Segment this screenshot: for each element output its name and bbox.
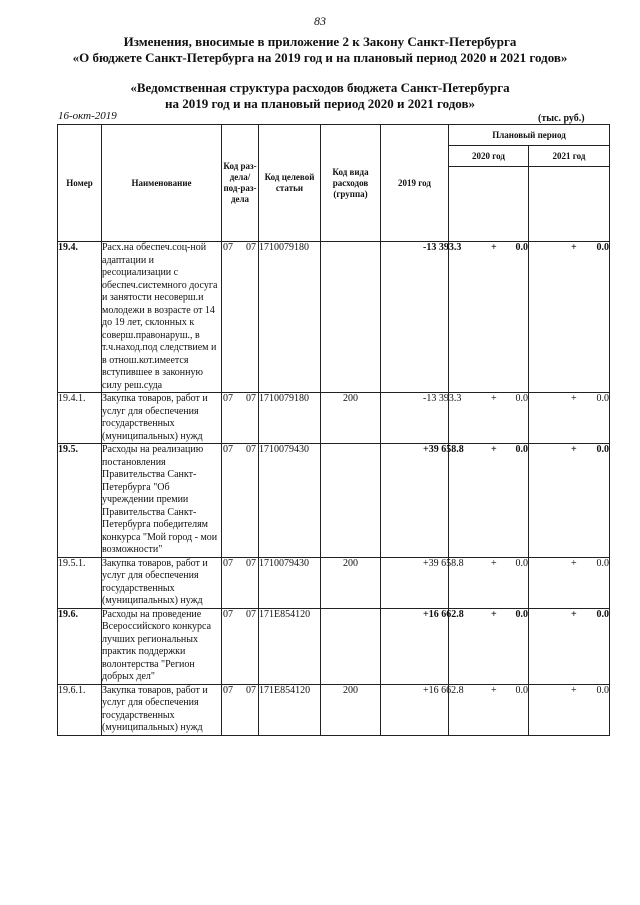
units-label: (тыс. руб.)	[538, 113, 585, 124]
sign-2021: +	[571, 608, 577, 620]
expense-type-code: 200	[343, 393, 358, 404]
value-2021: 0.0	[596, 242, 609, 253]
row-section	[222, 242, 259, 393]
header-plan-period: Плановый период	[449, 125, 610, 146]
table-row	[58, 608, 610, 684]
row-2021	[529, 557, 610, 608]
sign-2020: +	[491, 608, 497, 620]
row-name-text: Закупка товаров, работ и услуг для обеспечения государственных (муниципальных) нужд	[102, 684, 208, 733]
row-expense-type	[321, 557, 381, 608]
expense-type-code: 200	[343, 684, 358, 696]
sign-2019: +	[423, 684, 429, 696]
value-2020: 0.0	[515, 684, 528, 696]
row-section	[222, 608, 259, 684]
row-name	[102, 557, 222, 608]
row-2020	[449, 444, 529, 558]
value-2021: 0.0	[596, 557, 609, 569]
row-2019	[381, 242, 462, 393]
target-code: 1710079430	[259, 557, 309, 569]
value-2020: 0.0	[515, 608, 528, 620]
value-2020: 0.0	[515, 557, 528, 569]
target-code: 1710079430	[259, 444, 309, 455]
expense-type-code: 200	[343, 557, 358, 569]
sign-2020: +	[491, 684, 497, 696]
target-code: 171E854120	[259, 608, 311, 620]
row-expense-type	[321, 242, 381, 393]
subsection-code: 07	[246, 393, 256, 404]
row-name	[102, 242, 222, 393]
value-2019: 13 393.3	[426, 393, 462, 404]
header-name: Наименование	[102, 125, 222, 242]
row-expense-type	[321, 444, 381, 558]
row-2021	[529, 242, 610, 393]
row-expense-type	[321, 608, 381, 684]
row-name-text: Расх.на обеспеч.соц-ной адаптации и ресоциализации с обеспеч.системного досуга и занятости несоверш.и молодежи в возрасте от 14 до 19 лет, склонных к соверш.правонаруш., в т.ч.наход.под следствием и в отнош.кот.имеется вступившее в законную силу реш.суда	[102, 242, 218, 391]
title-line-2: «О бюджете Санкт-Петербурга на 2019 год и на плановый период 2020 и 2021 годов»	[72, 50, 568, 65]
sign-2019: +	[423, 557, 429, 569]
sign-2021: +	[571, 393, 577, 404]
value-2019: 39 658.8	[428, 444, 464, 455]
value-2021: 0.0	[596, 393, 609, 404]
sign-2020: +	[491, 557, 497, 569]
row-number	[58, 444, 102, 558]
row-2019	[381, 444, 464, 558]
value-2021: 0.0	[596, 444, 609, 455]
sign-2019: +	[423, 444, 429, 455]
header-expense-type: Код вида расходов (группа)	[321, 125, 381, 242]
sign-2019: +	[423, 608, 429, 620]
sign-2019: -	[423, 393, 427, 404]
row-name	[102, 684, 222, 735]
sign-2021: +	[571, 557, 577, 569]
section-code: 07	[223, 444, 233, 455]
header-2020: 2020 год	[449, 146, 529, 167]
value-2021: 0.0	[596, 684, 609, 696]
sign-2020: +	[491, 242, 497, 253]
table-row	[58, 557, 610, 608]
sign-2021: +	[571, 242, 577, 253]
row-expense-type	[321, 393, 381, 444]
row-section	[222, 393, 259, 444]
table-row	[58, 444, 610, 558]
row-2020	[449, 684, 529, 735]
row-number-text: 19.6.	[58, 608, 78, 620]
target-code: 1710079180	[259, 242, 309, 253]
row-number	[58, 393, 102, 444]
row-2021	[529, 684, 610, 735]
row-number-text: 19.6.1.	[58, 684, 86, 696]
value-2019: 13 393.3	[426, 242, 462, 253]
subsection-code: 07	[246, 608, 256, 620]
row-name	[102, 608, 222, 684]
sign-2020: +	[491, 393, 497, 404]
row-section	[222, 444, 259, 558]
row-number	[58, 242, 102, 393]
sign-2020: +	[491, 444, 497, 455]
row-2019	[381, 608, 464, 684]
row-target	[259, 608, 321, 684]
title-line-1: Изменения, вносимые в приложение 2 к Закону Санкт-Петербурга	[123, 34, 517, 49]
row-name	[102, 444, 222, 558]
budget-table	[57, 124, 610, 736]
row-2019	[381, 393, 462, 444]
value-2021: 0.0	[596, 608, 609, 620]
document-title	[0, 34, 640, 66]
row-2020	[449, 242, 529, 393]
row-2020	[449, 608, 529, 684]
row-number	[58, 608, 102, 684]
row-name-text: Закупка товаров, работ и услуг для обеспечения государственных (муниципальных) нужд	[102, 393, 208, 442]
row-section	[222, 557, 259, 608]
table-row	[58, 684, 610, 735]
subsection-code: 07	[246, 684, 256, 696]
row-section	[222, 684, 259, 735]
row-2021	[529, 444, 610, 558]
sign-2019: -	[423, 242, 427, 253]
row-number-text: 19.4.1.	[58, 393, 86, 404]
document-date: 16-окт-2019	[58, 110, 117, 122]
section-code: 07	[223, 393, 233, 404]
header-section: Код раз-дела/ под-раз-дела	[222, 125, 259, 242]
sign-2021: +	[571, 444, 577, 455]
header-number: Номер	[58, 125, 102, 242]
subtitle-line-2: на 2019 год и на плановый период 2020 и 2021 годов»	[164, 96, 475, 111]
value-2019: 16 662.8	[428, 608, 464, 620]
row-number-text: 19.5.	[58, 444, 78, 455]
header-target: Код целевой статьи	[259, 125, 321, 242]
sign-2021: +	[571, 684, 577, 696]
row-2021	[529, 608, 610, 684]
row-name-text: Закупка товаров, работ и услуг для обеспечения государственных (муниципальных) нужд	[102, 557, 208, 606]
value-2019: 39 658.8	[428, 557, 464, 569]
section-code: 07	[223, 242, 233, 253]
row-target	[259, 242, 321, 393]
document-subtitle	[0, 80, 640, 112]
header-2019: 2019 год	[381, 125, 449, 242]
row-target	[259, 393, 321, 444]
subsection-code: 07	[246, 444, 256, 455]
page-number: 83	[314, 14, 326, 28]
subtitle-line-1: «Ведомственная структура расходов бюджета Санкт-Петербурга	[130, 80, 510, 95]
row-name-text: Расходы на проведение Всероссийского конкурса лучших региональных практик поддержки волонтерства "Регион добрых дел"	[102, 608, 212, 682]
section-code: 07	[223, 608, 233, 620]
row-2019	[381, 557, 464, 608]
table-row	[58, 393, 610, 444]
target-code: 171E854120	[259, 684, 311, 696]
table-row	[58, 242, 610, 393]
row-target	[259, 684, 321, 735]
row-number	[58, 684, 102, 735]
row-number	[58, 557, 102, 608]
subsection-code: 07	[246, 242, 256, 253]
value-2020: 0.0	[515, 444, 528, 455]
row-target	[259, 557, 321, 608]
row-expense-type	[321, 684, 381, 735]
subsection-code: 07	[246, 557, 256, 569]
table-body	[58, 242, 610, 736]
section-code: 07	[223, 684, 233, 696]
header-2021: 2021 год	[529, 146, 610, 167]
value-2020: 0.0	[515, 393, 528, 404]
row-2021	[529, 393, 610, 444]
target-code: 1710079180	[259, 393, 309, 404]
section-code: 07	[223, 557, 233, 569]
row-2020	[449, 393, 529, 444]
value-2020: 0.0	[515, 242, 528, 253]
row-2020	[449, 557, 529, 608]
value-2019: 16 662.8	[428, 684, 464, 696]
row-2019	[381, 684, 464, 735]
row-target	[259, 444, 321, 558]
row-number-text: 19.5.1.	[58, 557, 86, 569]
row-name-text: Расходы на реализацию постановления Правительства Санкт-Петербурга "Об учреждении премии Правительства Санкт-Петербурга победителям конкурса "Мой город - мои возможности"	[102, 444, 218, 555]
row-number-text: 19.4.	[58, 242, 78, 253]
row-name	[102, 393, 222, 444]
